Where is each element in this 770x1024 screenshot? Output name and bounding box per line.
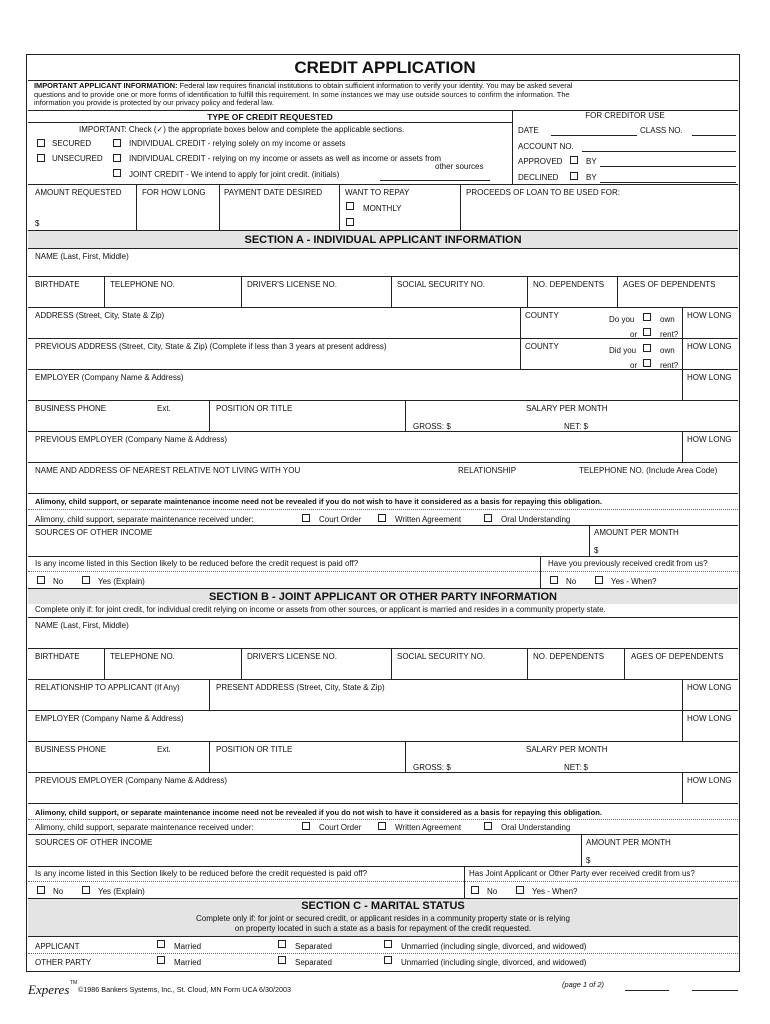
a-prev-employer-label: PREVIOUS EMPLOYER (Company Name & Address) bbox=[35, 435, 228, 444]
account-no-label: ACCOUNT NO. bbox=[518, 142, 574, 151]
b-drivers-label: DRIVER'S LICENSE NO. bbox=[247, 652, 337, 661]
a-reduced-no-checkbox[interactable] bbox=[37, 576, 45, 584]
individual-others-label: INDIVIDUAL CREDIT - relying on my income or assets as well as income or assets from bbox=[129, 154, 442, 163]
b-joint-credit-yes-checkbox[interactable] bbox=[516, 886, 524, 894]
b-court-order-checkbox[interactable] bbox=[302, 822, 310, 830]
b-ages-label: AGES OF DEPENDENTS bbox=[631, 652, 724, 661]
unsecured-checkbox[interactable] bbox=[37, 154, 45, 162]
other-sources-label: other sources bbox=[435, 162, 484, 171]
b-written-agreement-label: Written Agreement bbox=[395, 823, 462, 832]
a-relative-label: NAME AND ADDRESS OF NEAREST RELATIVE NOT LIVING WITH YOU bbox=[35, 466, 301, 475]
b-name-label: NAME (Last, First, Middle) bbox=[35, 621, 129, 630]
section-b-title: SECTION B - JOINT APPLICANT OR OTHER PARTY INFORMATION bbox=[209, 591, 557, 603]
approved-label: APPROVED bbox=[518, 157, 563, 166]
a-prev-employer-how-long-label: HOW LONG bbox=[687, 435, 732, 444]
b-reduced-question: Is any income listed in this Section likely to be reduced before the credit requested is paid off? bbox=[35, 869, 368, 878]
a-court-order-checkbox[interactable] bbox=[302, 514, 310, 522]
b-other-income-label: SOURCES OF OTHER INCOME bbox=[35, 838, 153, 847]
form-title: CREDIT APPLICATION bbox=[294, 58, 476, 77]
a-oral-checkbox[interactable] bbox=[484, 514, 492, 522]
b-salary-label: SALARY PER MONTH bbox=[526, 745, 608, 754]
a-address-label: ADDRESS (Street, City, State & Zip) bbox=[35, 311, 165, 320]
a-written-agreement-label: Written Agreement bbox=[395, 515, 462, 524]
c-applicant-married-checkbox[interactable] bbox=[157, 940, 165, 948]
a-prev-credit-no-label: No bbox=[566, 577, 577, 586]
want-repay-label: WANT TO REPAY bbox=[345, 188, 410, 197]
b-court-order-label: Court Order bbox=[319, 823, 362, 832]
trademark-mark: TM bbox=[70, 980, 78, 986]
joint-credit-label: JOINT CREDIT - We intend to apply for joint credit. (initials) bbox=[129, 170, 340, 179]
b-employer-label: EMPLOYER (Company Name & Address) bbox=[35, 714, 184, 723]
joint-credit-checkbox[interactable] bbox=[113, 169, 121, 177]
a-or-label: or bbox=[630, 330, 638, 339]
a-net-label: NET: $ bbox=[564, 422, 589, 431]
a-prev-how-long-label: HOW LONG bbox=[687, 342, 732, 351]
b-oral-checkbox[interactable] bbox=[484, 822, 492, 830]
a-amount-dollar: $ bbox=[594, 546, 599, 555]
a-reduced-question: Is any income listed in this Section likely to be reduced before the credit request is paid off? bbox=[35, 559, 359, 568]
amount-dollar: $ bbox=[35, 219, 40, 228]
a-prev-own-label: own bbox=[660, 346, 675, 355]
type-credit-header: TYPE OF CREDIT REQUESTED bbox=[207, 112, 333, 122]
a-did-you-label: Did you bbox=[609, 346, 637, 355]
proceeds-label: PROCEEDS OF LOAN TO BE USED FOR: bbox=[466, 188, 620, 197]
b-reduced-yes-label: Yes (Explain) bbox=[98, 887, 145, 896]
declined-checkbox[interactable] bbox=[570, 172, 578, 180]
a-telephone-label: TELEPHONE NO. bbox=[110, 280, 175, 289]
b-joint-credit-yes-label: Yes - When? bbox=[532, 887, 578, 896]
b-reduced-no-label: No bbox=[53, 887, 64, 896]
a-prev-rent-checkbox[interactable] bbox=[643, 359, 651, 367]
b-relationship-label: RELATIONSHIP TO APPLICANT (If Any) bbox=[35, 683, 180, 692]
a-other-income-label: SOURCES OF OTHER INCOME bbox=[35, 528, 153, 537]
individual-others-checkbox[interactable] bbox=[113, 154, 121, 162]
a-tel-area-label: TELEPHONE NO. (Include Area Code) bbox=[579, 466, 718, 475]
payment-date-label: PAYMENT DATE DESIRED bbox=[224, 188, 323, 197]
account-no-field[interactable] bbox=[582, 151, 736, 152]
a-rent-checkbox[interactable] bbox=[643, 328, 651, 336]
b-alimony-note: Alimony, child support, or separate maintenance income need not be revealed if you do not wish to have it considered as a basis for repaying this obligation. bbox=[35, 808, 602, 817]
a-prev-address-label: PREVIOUS ADDRESS (Street, City, State & Zip) (Complete if less than 3 years at present address) bbox=[35, 342, 387, 351]
for-how-long-label: FOR HOW LONG bbox=[142, 188, 206, 197]
repay-other-checkbox[interactable] bbox=[346, 218, 354, 226]
b-note: Complete only if: for joint credit, for individual credit relying on income or assets from other sources, or applicant is married and resides in a community property state. bbox=[35, 605, 606, 614]
declined-label: DECLINED bbox=[518, 173, 559, 182]
a-own-checkbox[interactable] bbox=[643, 313, 651, 321]
a-prev-rent-label: rent? bbox=[660, 361, 679, 370]
a-reduced-no-label: No bbox=[53, 577, 64, 586]
c-applicant-unmarried-checkbox[interactable] bbox=[384, 940, 392, 948]
a-prev-credit-yes-checkbox[interactable] bbox=[595, 576, 603, 584]
a-birthdate-label: BIRTHDATE bbox=[35, 280, 80, 289]
section-c-title: SECTION C - MARITAL STATUS bbox=[301, 900, 465, 912]
declined-by-field[interactable] bbox=[600, 182, 736, 183]
footer-initial-line-2[interactable] bbox=[692, 990, 738, 991]
page-number: (page 1 of 2) bbox=[562, 980, 604, 989]
b-reduced-yes-checkbox[interactable] bbox=[82, 886, 90, 894]
copyright-text: ©1986 Bankers Systems, Inc., St. Cloud, MN Form UCA 6/30/2003 bbox=[78, 985, 292, 994]
b-oral-label: Oral Understanding bbox=[501, 823, 571, 832]
a-name-label: NAME (Last, First, Middle) bbox=[35, 252, 129, 261]
b-joint-credit-question: Has Joint Applicant or Other Party ever received credit from us? bbox=[469, 869, 695, 878]
c-applicant-separated-label: Separated bbox=[295, 942, 332, 951]
a-position-label: POSITION OR TITLE bbox=[216, 404, 293, 413]
a-salary-label: SALARY PER MONTH bbox=[526, 404, 608, 413]
a-prev-county-label: COUNTY bbox=[525, 342, 559, 351]
a-reduced-yes-checkbox[interactable] bbox=[82, 576, 90, 584]
joint-initials-field[interactable] bbox=[380, 180, 490, 181]
a-gross-label: GROSS: $ bbox=[413, 422, 451, 431]
a-written-agreement-checkbox[interactable] bbox=[378, 514, 386, 522]
a-employer-how-long-label: HOW LONG bbox=[687, 373, 732, 382]
a-prev-or-label: or bbox=[630, 361, 638, 370]
b-business-phone-label: BUSINESS PHONE bbox=[35, 745, 107, 754]
b-amount-dollar: $ bbox=[586, 856, 591, 865]
b-position-label: POSITION OR TITLE bbox=[216, 745, 293, 754]
c-other-party-label: OTHER PARTY bbox=[35, 958, 92, 967]
a-oral-label: Oral Understanding bbox=[501, 515, 571, 524]
c-other-separated-checkbox[interactable] bbox=[278, 956, 286, 964]
footer-initial-line-1[interactable] bbox=[625, 990, 669, 991]
a-alimony-received-label: Alimony, child support, separate maintenance received under: bbox=[35, 515, 254, 524]
a-drivers-label: DRIVER'S LICENSE NO. bbox=[247, 280, 337, 289]
b-ssn-label: SOCIAL SECURITY NO. bbox=[397, 652, 486, 661]
b-employer-how-long-label: HOW LONG bbox=[687, 714, 732, 723]
c-other-married-label: Married bbox=[174, 958, 202, 967]
b-alimony-received-label: Alimony, child support, separate maintenance received under: bbox=[35, 823, 254, 832]
b-telephone-label: TELEPHONE NO. bbox=[110, 652, 175, 661]
c-applicant-married-label: Married bbox=[174, 942, 202, 951]
a-court-order-label: Court Order bbox=[319, 515, 362, 524]
c-note-line2: on property located in such a state as a basis for repayment of the credit requested. bbox=[234, 924, 532, 933]
a-do-you-label: Do you bbox=[609, 315, 635, 324]
b-birthdate-label: BIRTHDATE bbox=[35, 652, 80, 661]
creditor-use-header: FOR CREDITOR USE bbox=[585, 111, 665, 120]
c-applicant-label: APPLICANT bbox=[35, 942, 80, 951]
b-prev-employer-label: PREVIOUS EMPLOYER (Company Name & Address) bbox=[35, 776, 228, 785]
b-ext-label: Ext. bbox=[157, 745, 171, 754]
b-present-address-label: PRESENT ADDRESS (Street, City, State & Zip) bbox=[216, 683, 385, 692]
monthly-checkbox[interactable] bbox=[346, 202, 354, 210]
b-address-how-long-label: HOW LONG bbox=[687, 683, 732, 692]
type-instruction: IMPORTANT: Check (✓) the appropriate boxes below and complete the applicable sections. bbox=[79, 125, 405, 134]
a-prev-credit-question: Have you previously received credit from us? bbox=[548, 559, 708, 568]
amount-requested-label: AMOUNT REQUESTED bbox=[35, 188, 122, 197]
important-info: IMPORTANT APPLICANT INFORMATION: Federal law requires financial institutions to obtain sufficient information to verify your identity. You may be asked several questions and to provide one or more forms of identification to fulfill this requirement. In some instances we may use outside sources to confirm the information. The information you provide is protected by our privacy policy and federal law. bbox=[34, 81, 573, 108]
a-county-label: COUNTY bbox=[525, 311, 559, 320]
a-rent-label: rent? bbox=[660, 330, 679, 339]
a-prev-credit-no-checkbox[interactable] bbox=[550, 576, 558, 584]
experes-logo: Experes bbox=[28, 982, 70, 997]
a-prev-credit-yes-label: Yes - When? bbox=[611, 577, 657, 586]
a-ssn-label: SOCIAL SECURITY NO. bbox=[397, 280, 486, 289]
approved-by-field[interactable] bbox=[600, 166, 736, 167]
a-ages-label: AGES OF DEPENDENTS bbox=[623, 280, 716, 289]
b-joint-credit-no-label: No bbox=[487, 887, 498, 896]
a-alimony-note: Alimony, child support, or separate maintenance income need not be revealed if you do not wish to have it considered as a basis for repaying this obligation. bbox=[35, 497, 602, 506]
approved-by-label: BY bbox=[586, 157, 597, 166]
unsecured-label: UNSECURED bbox=[52, 154, 103, 163]
c-applicant-unmarried-label: Unmarried (including single, divorced, and widowed) bbox=[401, 942, 587, 951]
a-own-label: own bbox=[660, 315, 675, 324]
a-business-phone-label: BUSINESS PHONE bbox=[35, 404, 107, 413]
secured-label: SECURED bbox=[52, 139, 92, 148]
b-reduced-no-checkbox[interactable] bbox=[37, 886, 45, 894]
b-prev-employer-how-long-label: HOW LONG bbox=[687, 776, 732, 785]
section-a-title: SECTION A - INDIVIDUAL APPLICANT INFORMATION bbox=[244, 234, 522, 246]
b-dependents-label: NO. DEPENDENTS bbox=[533, 652, 605, 661]
c-applicant-separated-checkbox[interactable] bbox=[278, 940, 286, 948]
creditor-date-field[interactable] bbox=[551, 135, 637, 136]
a-relationship-label: RELATIONSHIP bbox=[458, 466, 517, 475]
c-note-line1: Complete only if: for joint or secured credit, or applicant resides in a community property state or is relying bbox=[196, 914, 570, 923]
c-other-married-checkbox[interactable] bbox=[157, 956, 165, 964]
individual-solely-label: INDIVIDUAL CREDIT - relying solely on my income or assets bbox=[129, 139, 346, 148]
c-other-separated-label: Separated bbox=[295, 958, 332, 967]
a-address-how-long-label: HOW LONG bbox=[687, 311, 732, 320]
a-dependents-label: NO. DEPENDENTS bbox=[533, 280, 605, 289]
b-written-agreement-checkbox[interactable] bbox=[378, 822, 386, 830]
b-net-label: NET: $ bbox=[564, 763, 589, 772]
b-joint-credit-no-checkbox[interactable] bbox=[471, 886, 479, 894]
a-employer-label: EMPLOYER (Company Name & Address) bbox=[35, 373, 184, 382]
monthly-label: MONTHLY bbox=[363, 204, 402, 213]
a-ext-label: Ext. bbox=[157, 404, 171, 413]
class-no-field[interactable] bbox=[692, 135, 736, 136]
declined-by-label: BY bbox=[586, 173, 597, 182]
approved-checkbox[interactable] bbox=[570, 156, 578, 164]
a-reduced-yes-label: Yes (Explain) bbox=[98, 577, 145, 586]
c-other-unmarried-label: Unmarried (including single, divorced, and widowed) bbox=[401, 958, 587, 967]
class-no-label: CLASS NO. bbox=[640, 126, 683, 135]
c-other-unmarried-checkbox[interactable] bbox=[384, 956, 392, 964]
individual-solely-checkbox[interactable] bbox=[113, 139, 121, 147]
secured-checkbox[interactable] bbox=[37, 139, 45, 147]
b-gross-label: GROSS: $ bbox=[413, 763, 451, 772]
a-prev-own-checkbox[interactable] bbox=[643, 344, 651, 352]
a-amount-month-label: AMOUNT PER MONTH bbox=[594, 528, 679, 537]
b-amount-month-label: AMOUNT PER MONTH bbox=[586, 838, 671, 847]
creditor-date-label: DATE bbox=[518, 126, 539, 135]
